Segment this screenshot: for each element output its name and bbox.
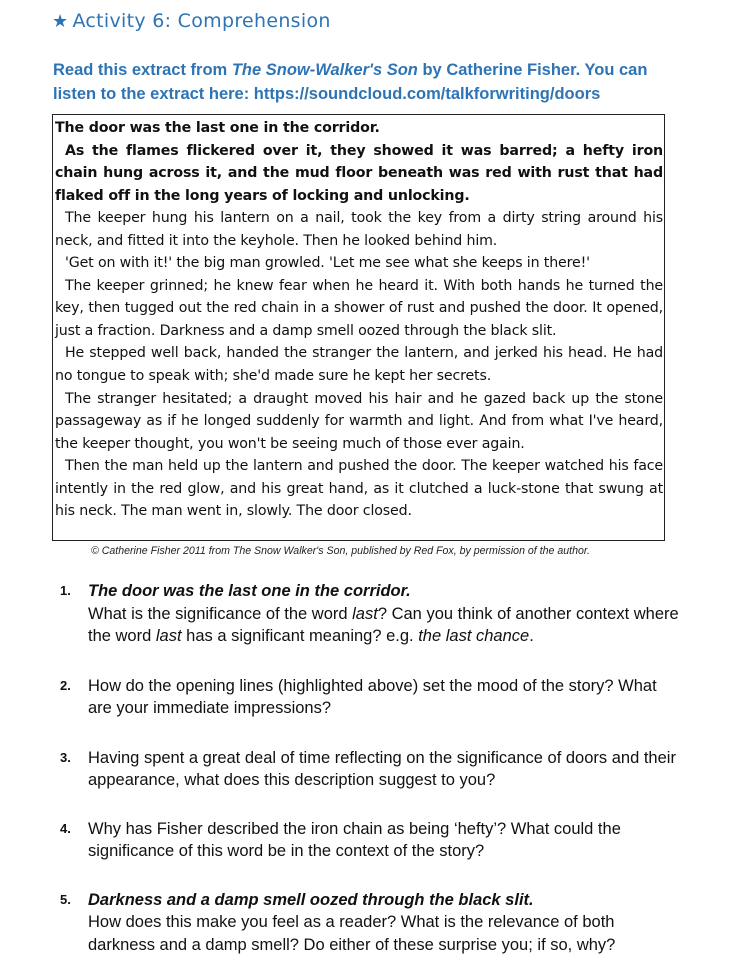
question-number: 4. [60,820,71,836]
question-text-part: has a significant meaning? e.g. [181,627,419,645]
question-3 [60,747,680,792]
question-number: 1. [60,583,71,598]
extract-highlight-1: The door was the last one in the corridor. [55,120,380,136]
question-4 [60,818,680,863]
question-emphasis: the last chance [418,627,530,645]
question-text: Having spent a great deal of time reflecting on the significance of doors and their appearance, what does this description suggest to you? [88,748,676,789]
extract-paragraph: He stepped well back, handed the stranger the lantern, and jerked his head. He had no tongue to speak with; she'd made sure he kept her secrets. [55,345,663,385]
star-icon: ★ [52,11,69,32]
question-emphasis: last [352,604,378,623]
extract-paragraph: The keeper hung his lantern on a nail, took the key from a dirty string around his neck, and fitted it into the keyhole. Then he looked behind him. [55,210,663,249]
question-number: 5. [60,891,71,907]
question-text: How do the opening lines (highlighted above) set the mood of the story? What are your immediate impressions? [88,676,657,717]
extract-highlight-2: As the flames flickered over it, they showed it was barred; a hefty iron chain hung across it, and the mud floor beneath was red with rust that had flaked off in the long years of locking and unlocking. [55,142,663,204]
extract-box [52,114,665,541]
question-text-part: What is the significance of the word [88,604,353,623]
book-title: The Snow-Walker's Son [231,61,418,79]
question-text [88,605,679,646]
question-text: How does this make you feel as a reader? What is the relevance of both darkness and a damp smell? Do either of these surprise you; if so, why? [88,913,616,954]
question-list [60,580,680,956]
question-quote: Darkness and a damp smell oozed through the black slit. [88,890,534,909]
extract-paragraph: The keeper grinned; he knew fear when he heard it. With both hands he turned the key, then tugged out the red chain in a shower of rust and pushed the door. It opened, just a fraction. Darkness and a damp smell oozed through the black slit. [55,277,663,339]
copyright-credit: © Catherine Fisher 2011 from The Snow Walker's Son, published by Red Fox, by permission of the author. [91,545,590,557]
intro-text [53,58,693,106]
activity-title-text: Activity 6: Comprehension [72,10,331,32]
question-2 [60,675,680,720]
question-text-part: ? Can you think of another context where the word [88,604,679,645]
question-number: 2. [60,677,71,693]
intro-pre: Read this extract from [53,61,232,79]
extract-paragraph: 'Get on with it!' the big man growled. 'Let me see what she keeps in there!' [65,255,590,272]
question-text-part: . [529,627,534,645]
question-emphasis: last [155,627,182,645]
question-5 [60,889,680,957]
extract-paragraph: The stranger hesitated; a draught moved his hair and he gazed back up the stone passageway as if he longed suddenly for warmth and light. And from what I've heard, the keeper thought, you won't be seeing much of those ever again. [55,390,663,452]
extract-paragraph: Then the man held up the lantern and pushed the door. The keeper watched his face intently in the red glow, and his great hand, as it clutched a luck-stone that swung at his neck. The man went in, slowly. The door closed. [55,458,663,520]
question-number: 3. [60,749,71,765]
question-quote: The door was the last one in the corridor. [88,582,411,600]
question-text: Why has Fisher described the iron chain as being ‘hefty’? What could the significance of this word be in the context of the story? [88,819,621,860]
activity-title [52,10,331,32]
question-1 [60,580,680,648]
intro-post: by Catherine Fisher. You can listen to the extract here: https://soundcloud.com/talkforwriting/doors [53,61,648,103]
